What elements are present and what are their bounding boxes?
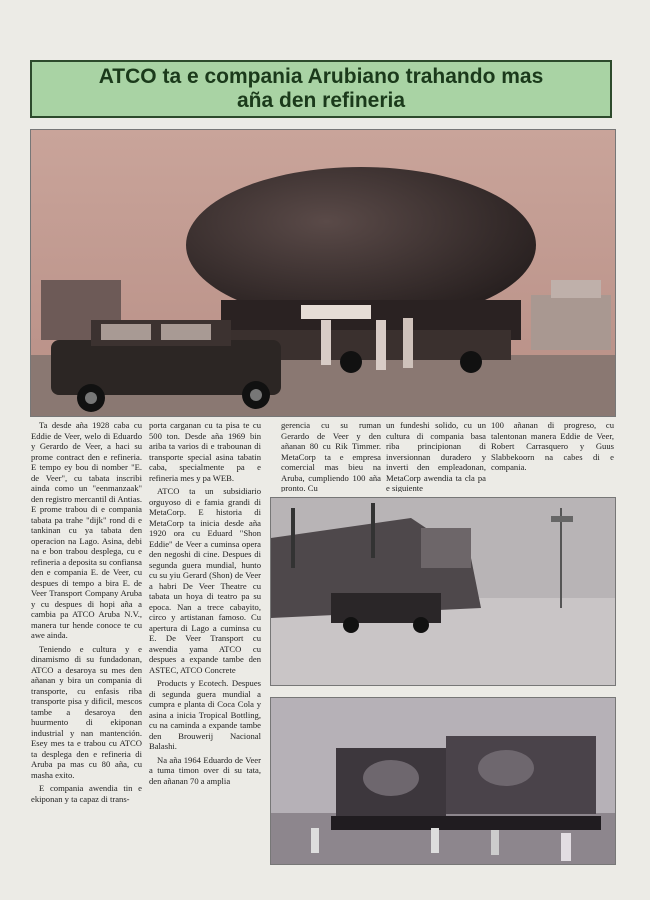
paragraph: Ta desde aña 1928 caba cu Eddie de Veer, welo di Eduardo y Gerardo de Veer, a haci su prome contract den e refineria. E tempo ey bou di nomber "E. de Veer", cu tabata inscribi ainda como un "eenmanzaak" den registro mercantil di Antias. E prome trabou di e compania tabata pa trahe "dijk" rond di e tankinan cu ya tabata den operacion na Lago. Asina, debi na e bon trabou desplega, cu e refineria a deposita su confiansa den e compania E. de Veer, cu despues di tempo a bira E. de Veer Transport Company Aruba y cu despues di hopi aña a cambia pa ATCO Aruba N.V., manera tur hende conoce te cu awe ainda.: [31, 420, 142, 640]
paragraph: gerencia cu su ruman Gerardo de Veer y den añanan 80 cu Rik Timmer. MetaCorp ta e empresa comercial mas bieu na Aruba, cumpliendo 100 aña pronto. Cu: [281, 420, 381, 492]
paragraph: ATCO ta un subsidiario orguyoso di e famia grandi di MetaCorp. E historia di MetaCorp ta inicia desde aña 1920 ora cu Eduard "Shon Eddie" de Veer a cuminsa opera den negoshi di cine. Despues di segunda guera mundial, hunto cu su yiu Gerard (Shon) de Veer a habri De Veer Theatre cu tabata un hoya di teatro pa su epoca. Nan a trece cabayito, circo y artistanan famoso. Cu apertura di Lago a cuminsa cu E. De Veer Transport cu awendia yama ATCO cu despues a expande tambe den ASTEC, ATCO Concrete: [149, 486, 261, 675]
paragraph: Products y Ecotech. Despues di segunda guera mundial a cumpra e planta di Coca Cola y asina a inicia Tropical Bottling, cu na caminda a expande tambe den Brouwerij Nacional Balashi.: [149, 678, 261, 751]
paragraph: porta carganan cu ta pisa te cu 500 ton. Desde aña 1969 bin ariba ta varios di e trabounan di transporte special asina tabatin caba, specialmente pa e refineria mes y pa WEB.: [149, 420, 261, 483]
article-column-3: [281, 420, 381, 492]
article-column-4: [386, 420, 486, 492]
headline-line-1: ATCO ta e compania Arubiano trahando mas: [98, 65, 544, 88]
paragraph: un fundeshi solido, cu un cultura di compania basa riba principionan di inversionnan duradero y inverti den empleadonan, MetaCorp awendia ta cla pa e siguiente: [386, 420, 486, 492]
headline-line-2: aña den refineria: [236, 89, 406, 112]
photo-heavy-trucks: [270, 697, 616, 865]
photo-tank-transport: [30, 129, 616, 417]
paragraph: Na aña 1964 Eduardo de Veer a tuma timon over di su tata, den añanan 70 a amplia: [149, 754, 261, 786]
article-column-1: [31, 420, 142, 892]
paragraph: 100 añanan di progreso, cu talentonan manera Eddie de Veer, Robert Carrasquero y Guus Slabbekoorn na cabes di e compania.: [491, 420, 614, 472]
paragraph: E compania awendia tin e ekiponan y ta capaz di trans-: [31, 783, 142, 804]
article-column-2: [149, 420, 261, 892]
article-column-5: [491, 420, 614, 492]
headline-box: [30, 60, 612, 118]
paragraph: Teniendo e cultura y e dinamismo di su fundadonan, ATCO a desaroya su mes den añanan y bira un compania di transporte, cu enfasis riba transporte pisa y dificil, mescos tambe a desaroya den huurmento di ekiponan industrial y nan mantención. Esey mes ta e trabou cu ATCO ta desplega den e refineria di Aruba pa mas cu 80 aña, cu masha exito.: [31, 643, 142, 780]
photo-ship-cargo: [270, 497, 616, 686]
